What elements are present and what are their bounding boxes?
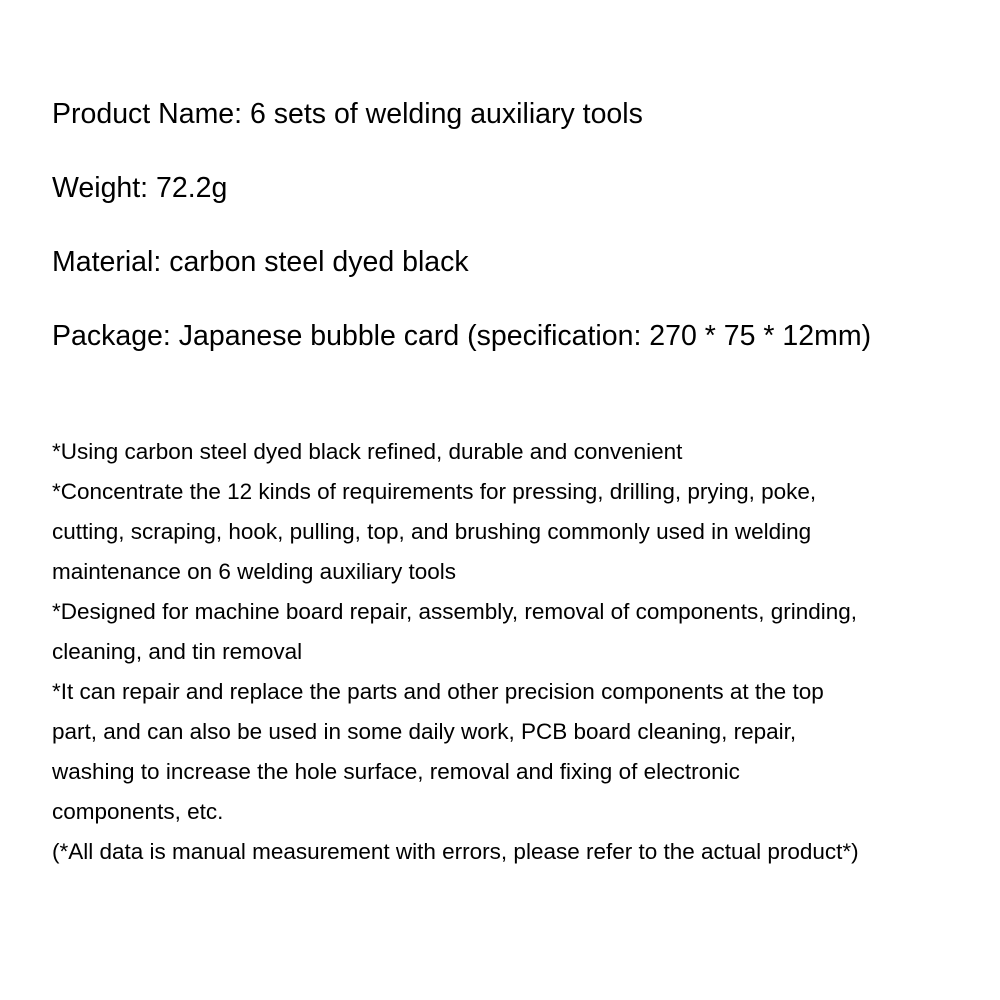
- feature-list: [52, 432, 972, 872]
- feature-line: cutting, scraping, hook, pulling, top, and brushing commonly used in welding: [52, 519, 812, 544]
- feature-line: *Using carbon steel dyed black refined, durable and convenient: [52, 439, 683, 464]
- feature-line: part, and can also be used in some daily work, PCB board cleaning, repair,: [52, 719, 797, 744]
- disclaimer: (*All data is manual measurement with errors, please refer to the actual product*): [52, 839, 859, 864]
- feature-line: *Concentrate the 12 kinds of requirements for pressing, drilling, prying, poke,: [52, 479, 817, 504]
- feature-line: *It can repair and replace the parts and other precision components at the top: [52, 679, 824, 704]
- feature-line: maintenance on 6 welding auxiliary tools: [52, 559, 456, 584]
- feature-line: *Designed for machine board repair, assembly, removal of components, grinding,: [52, 599, 858, 624]
- feature-line: cleaning, and tin removal: [52, 639, 303, 664]
- product-name: Product Name: 6 sets of welding auxiliary tools: [52, 98, 643, 130]
- feature-line: washing to increase the hole surface, removal and fixing of electronic: [52, 759, 740, 784]
- product-material: Material: carbon steel dyed black: [52, 246, 469, 278]
- product-package: Package: Japanese bubble card (specification: 270 * 75 * 12mm): [52, 320, 872, 352]
- spec-list: [52, 94, 982, 390]
- feature-line: components, etc.: [52, 799, 224, 824]
- product-weight: Weight: 72.2g: [52, 172, 228, 204]
